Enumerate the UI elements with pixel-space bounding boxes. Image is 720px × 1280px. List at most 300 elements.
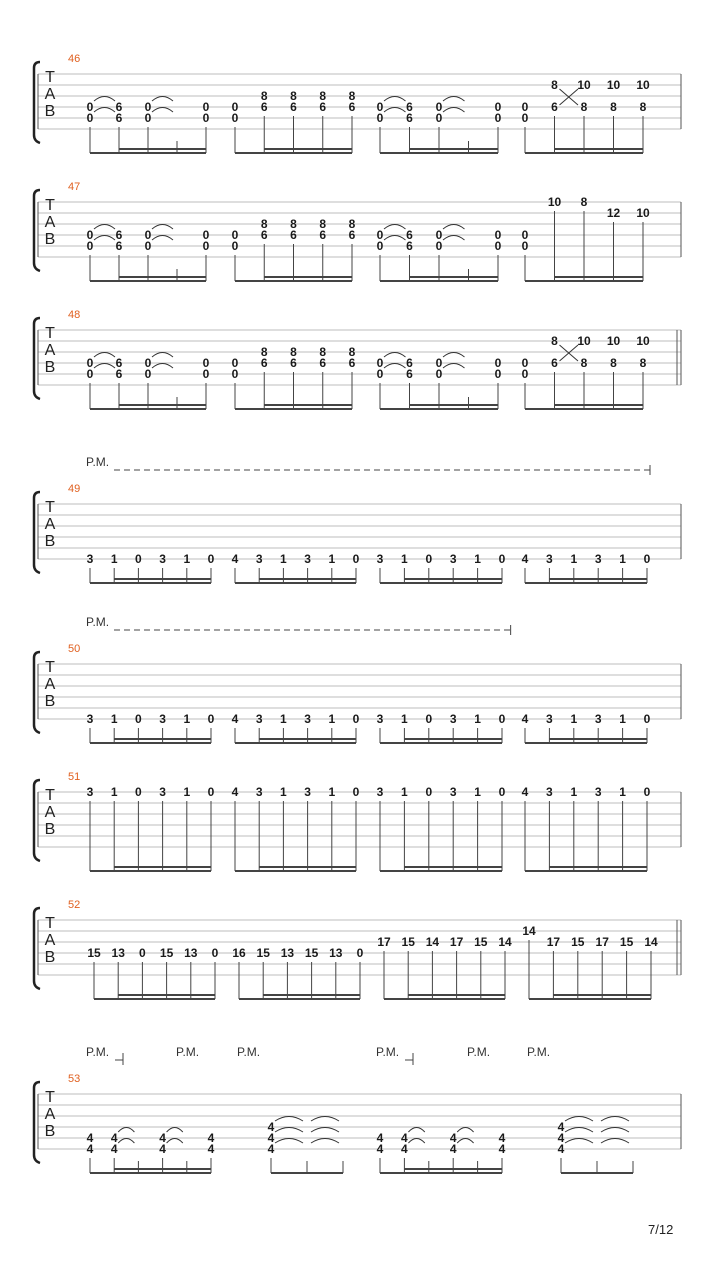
palm-mute-label: P.M. bbox=[467, 1045, 491, 1059]
tie-arc bbox=[167, 1128, 183, 1133]
fret-number: 3 bbox=[86, 712, 94, 726]
palm-mute-label: P.M. bbox=[176, 1045, 200, 1059]
fret-number: 3 bbox=[546, 552, 553, 566]
fret-number: 0 bbox=[494, 100, 502, 114]
fret-number: 0 bbox=[494, 367, 502, 381]
fret-number: 0 bbox=[231, 239, 239, 253]
fret-number: 0 bbox=[376, 239, 384, 253]
tab-clef-letter: A bbox=[44, 932, 56, 949]
measure-number: 47 bbox=[68, 181, 81, 193]
measure-number: 50 bbox=[68, 643, 81, 655]
fret-number: 0 bbox=[86, 239, 94, 253]
fret-number: 4 bbox=[159, 1131, 166, 1145]
palm-mute-label: P.M. bbox=[86, 455, 110, 469]
fret-number: 0 bbox=[202, 111, 210, 125]
tie-arc bbox=[565, 1117, 593, 1122]
fret-number: 8 bbox=[348, 345, 356, 359]
fret-number: 3 bbox=[594, 785, 602, 799]
fret-number: 0 bbox=[135, 552, 142, 566]
fret-number: 6 bbox=[290, 356, 297, 370]
tab-clef-letter: T bbox=[45, 499, 55, 516]
fret-number: 4 bbox=[267, 1142, 275, 1156]
tie-arc bbox=[443, 108, 465, 113]
tie-arc bbox=[601, 1117, 629, 1122]
fret-number: 4 bbox=[557, 1120, 565, 1134]
fret-number: 3 bbox=[546, 785, 553, 799]
fret-number: 0 bbox=[435, 356, 443, 370]
fret-number: 0 bbox=[139, 946, 146, 960]
fret-number: 0 bbox=[643, 552, 651, 566]
fret-number: 0 bbox=[643, 712, 651, 726]
fret-number: 6 bbox=[551, 356, 558, 370]
fret-number: 8 bbox=[639, 356, 647, 370]
fret-number: 3 bbox=[546, 712, 553, 726]
fret-number: 1 bbox=[183, 712, 191, 726]
fret-number: 6 bbox=[260, 100, 268, 114]
tab-clef-letter: B bbox=[44, 533, 56, 550]
fret-number: 10 bbox=[636, 334, 650, 348]
fret-number: 0 bbox=[144, 356, 152, 370]
tie-arc bbox=[443, 97, 465, 102]
fret-number: 1 bbox=[328, 785, 336, 799]
fret-number: 6 bbox=[115, 367, 123, 381]
fret-number: 0 bbox=[352, 785, 360, 799]
tie-arc bbox=[443, 364, 465, 369]
fret-number: 1 bbox=[110, 785, 118, 799]
fret-number: 0 bbox=[202, 239, 210, 253]
palm-mute-label: P.M. bbox=[237, 1045, 261, 1059]
fret-number: 4 bbox=[521, 785, 529, 799]
fret-number: 0 bbox=[376, 100, 384, 114]
fret-number: 0 bbox=[202, 100, 210, 114]
fret-number: 3 bbox=[255, 552, 263, 566]
fret-number: 4 bbox=[267, 1120, 275, 1134]
fret-number: 1 bbox=[619, 712, 626, 726]
fret-number: 0 bbox=[376, 111, 384, 125]
fret-number: 6 bbox=[406, 228, 413, 242]
fret-number: 3 bbox=[449, 785, 457, 799]
tie-arc bbox=[565, 1139, 593, 1144]
fret-number: 1 bbox=[619, 785, 626, 799]
fret-number: 1 bbox=[570, 712, 578, 726]
fret-number: 1 bbox=[183, 785, 191, 799]
fret-number: 0 bbox=[231, 356, 239, 370]
tab-clef-letter: T bbox=[45, 915, 55, 932]
fret-number: 8 bbox=[580, 100, 588, 114]
fret-number: 3 bbox=[449, 552, 457, 566]
fret-number: 0 bbox=[521, 111, 529, 125]
fret-number: 0 bbox=[521, 228, 529, 242]
tie-arc bbox=[94, 97, 115, 102]
tie-arc bbox=[152, 97, 173, 102]
fret-number: 8 bbox=[610, 356, 617, 370]
fret-number: 0 bbox=[231, 111, 239, 125]
fret-number: 0 bbox=[435, 239, 443, 253]
fret-number: 0 bbox=[356, 946, 364, 960]
fret-number: 3 bbox=[159, 552, 166, 566]
fret-number: 4 bbox=[401, 1131, 408, 1145]
fret-number: 0 bbox=[352, 712, 360, 726]
fret-number: 4 bbox=[110, 1142, 118, 1156]
fret-number: 3 bbox=[86, 552, 94, 566]
fret-number: 13 bbox=[329, 946, 343, 960]
fret-number: 0 bbox=[376, 367, 384, 381]
fret-number: 8 bbox=[290, 345, 297, 359]
fret-number: 0 bbox=[521, 100, 529, 114]
fret-number: 6 bbox=[406, 100, 413, 114]
tab-clef-letter: A bbox=[44, 676, 56, 693]
fret-number: 4 bbox=[376, 1131, 384, 1145]
fret-number: 8 bbox=[551, 334, 558, 348]
fret-number: 10 bbox=[577, 334, 591, 348]
fret-number: 6 bbox=[406, 367, 413, 381]
fret-number: 0 bbox=[425, 712, 433, 726]
tab-system-46 bbox=[34, 53, 681, 153]
tab-clef-letter: A bbox=[44, 214, 56, 231]
fret-number: 10 bbox=[577, 78, 591, 92]
fret-number: 1 bbox=[401, 712, 408, 726]
tie-arc bbox=[275, 1139, 303, 1144]
tie-arc bbox=[94, 364, 115, 369]
fret-number: 1 bbox=[570, 552, 578, 566]
tie-arc bbox=[457, 1139, 473, 1144]
tab-clef-letter: T bbox=[45, 325, 55, 342]
fret-number: 0 bbox=[207, 785, 215, 799]
fret-number: 0 bbox=[231, 228, 239, 242]
tab-clef-letter: B bbox=[44, 949, 56, 966]
tab-clef-letter: B bbox=[44, 103, 56, 120]
fret-number: 13 bbox=[280, 946, 295, 960]
fret-number: 3 bbox=[304, 552, 311, 566]
fret-number: 0 bbox=[135, 712, 142, 726]
tie-arc bbox=[443, 353, 465, 358]
fret-number: 4 bbox=[449, 1131, 457, 1145]
fret-number: 16 bbox=[232, 946, 246, 960]
tab-clef-letter: A bbox=[44, 804, 56, 821]
fret-number: 6 bbox=[115, 100, 123, 114]
fret-number: 0 bbox=[521, 356, 529, 370]
fret-number: 0 bbox=[86, 367, 94, 381]
fret-number: 8 bbox=[580, 195, 588, 209]
fret-number: 6 bbox=[115, 111, 123, 125]
fret-number: 0 bbox=[202, 228, 210, 242]
fret-number: 0 bbox=[435, 111, 443, 125]
fret-number: 4 bbox=[110, 1131, 118, 1145]
fret-number: 4 bbox=[159, 1142, 166, 1156]
fret-number: 10 bbox=[547, 195, 562, 209]
measure-number: 49 bbox=[68, 483, 81, 495]
fret-number: 0 bbox=[376, 356, 384, 370]
fret-number: 1 bbox=[401, 552, 408, 566]
fret-number: 0 bbox=[202, 356, 210, 370]
fret-number: 13 bbox=[111, 946, 125, 960]
fret-number: 4 bbox=[498, 1131, 506, 1145]
fret-number: 1 bbox=[280, 552, 287, 566]
fret-number: 1 bbox=[328, 552, 336, 566]
fret-number: 0 bbox=[144, 239, 152, 253]
fret-number: 15 bbox=[304, 946, 319, 960]
fret-number: 0 bbox=[498, 712, 506, 726]
tab-clef-letter: A bbox=[44, 342, 56, 359]
tab-clef-letter: A bbox=[44, 1106, 56, 1123]
fret-number: 8 bbox=[348, 89, 356, 103]
fret-number: 3 bbox=[376, 712, 384, 726]
tie-arc bbox=[94, 225, 115, 230]
tab-system-53 bbox=[34, 1045, 681, 1173]
fret-number: 1 bbox=[474, 785, 481, 799]
fret-number: 0 bbox=[498, 785, 506, 799]
tab-clef-letter: A bbox=[44, 516, 56, 533]
fret-number: 3 bbox=[376, 785, 384, 799]
tie-arc bbox=[601, 1139, 629, 1144]
fret-number: 3 bbox=[159, 712, 166, 726]
fret-number: 0 bbox=[521, 367, 529, 381]
fret-number: 8 bbox=[319, 89, 327, 103]
measure-number: 48 bbox=[68, 309, 81, 321]
fret-number: 8 bbox=[348, 217, 356, 231]
tab-system-47 bbox=[34, 181, 681, 281]
tie-arc bbox=[118, 1128, 134, 1133]
fret-number: 8 bbox=[580, 356, 588, 370]
tie-arc bbox=[94, 353, 115, 358]
tab-clef-letter: B bbox=[44, 693, 56, 710]
fret-number: 4 bbox=[86, 1131, 94, 1145]
fret-number: 6 bbox=[348, 356, 356, 370]
tab-system-51 bbox=[34, 771, 681, 871]
tie-arc bbox=[118, 1139, 134, 1144]
tie-arc bbox=[443, 236, 465, 241]
fret-number: 4 bbox=[231, 785, 239, 799]
fret-number: 1 bbox=[328, 712, 336, 726]
tie-arc bbox=[384, 364, 406, 369]
measure-number: 46 bbox=[68, 53, 81, 65]
fret-number: 6 bbox=[406, 111, 413, 125]
fret-number: 8 bbox=[639, 100, 647, 114]
fret-number: 0 bbox=[352, 552, 360, 566]
palm-mute-label: P.M. bbox=[527, 1045, 551, 1059]
fret-number: 15 bbox=[571, 935, 585, 949]
tie-arc bbox=[443, 225, 465, 230]
fret-number: 1 bbox=[110, 712, 118, 726]
fret-number: 3 bbox=[304, 785, 311, 799]
fret-number: 6 bbox=[260, 356, 268, 370]
fret-number: 0 bbox=[144, 111, 152, 125]
fret-number: 17 bbox=[595, 935, 609, 949]
fret-number: 4 bbox=[376, 1142, 384, 1156]
tie-arc bbox=[152, 364, 173, 369]
fret-number: 0 bbox=[86, 228, 94, 242]
fret-number: 0 bbox=[643, 785, 651, 799]
fret-number: 6 bbox=[290, 100, 297, 114]
measure-number: 52 bbox=[68, 899, 81, 911]
tab-clef-letter: T bbox=[45, 659, 55, 676]
fret-number: 3 bbox=[86, 785, 94, 799]
fret-number: 17 bbox=[546, 935, 561, 949]
fret-number: 12 bbox=[606, 206, 621, 220]
fret-number: 3 bbox=[255, 712, 263, 726]
fret-number: 0 bbox=[86, 356, 94, 370]
fret-number: 4 bbox=[231, 712, 239, 726]
fret-number: 4 bbox=[207, 1142, 215, 1156]
tie-arc bbox=[408, 1139, 424, 1144]
fret-number: 15 bbox=[474, 935, 488, 949]
fret-number: 0 bbox=[207, 712, 215, 726]
tie-arc bbox=[152, 353, 173, 358]
tie-arc bbox=[384, 353, 406, 358]
tab-clef-letter: B bbox=[44, 359, 56, 376]
fret-number: 0 bbox=[207, 552, 215, 566]
tie-arc bbox=[94, 108, 115, 113]
fret-number: 6 bbox=[115, 356, 123, 370]
fret-number: 3 bbox=[304, 712, 311, 726]
tie-arc bbox=[167, 1139, 183, 1144]
fret-number: 15 bbox=[401, 935, 415, 949]
fret-number: 0 bbox=[211, 946, 219, 960]
measure-number: 53 bbox=[68, 1073, 81, 1085]
fret-number: 0 bbox=[435, 367, 443, 381]
fret-number: 0 bbox=[494, 228, 502, 242]
fret-number: 13 bbox=[184, 946, 198, 960]
fret-number: 3 bbox=[594, 552, 602, 566]
tab-system-52 bbox=[34, 899, 681, 999]
tie-arc bbox=[275, 1117, 303, 1122]
fret-number: 6 bbox=[319, 100, 327, 114]
fret-number: 0 bbox=[498, 552, 506, 566]
tie-arc bbox=[565, 1128, 593, 1133]
palm-mute-label: P.M. bbox=[86, 1045, 110, 1059]
fret-number: 8 bbox=[610, 100, 617, 114]
tie-arc bbox=[152, 236, 173, 241]
tie-arc bbox=[601, 1128, 629, 1133]
tab-clef-letter: T bbox=[45, 197, 55, 214]
fret-number: 15 bbox=[619, 935, 634, 949]
fret-number: 1 bbox=[474, 712, 481, 726]
fret-number: 4 bbox=[498, 1142, 506, 1156]
fret-number: 6 bbox=[406, 239, 413, 253]
tab-clef-letter: T bbox=[45, 1089, 55, 1106]
fret-number: 10 bbox=[606, 78, 621, 92]
fret-number: 1 bbox=[110, 552, 118, 566]
measure-number: 51 bbox=[68, 771, 81, 783]
fret-number: 1 bbox=[401, 785, 408, 799]
fret-number: 17 bbox=[449, 935, 464, 949]
fret-number: 14 bbox=[644, 935, 658, 949]
fret-number: 0 bbox=[425, 552, 433, 566]
fret-number: 0 bbox=[202, 367, 210, 381]
fret-number: 6 bbox=[290, 228, 297, 242]
tie-arc bbox=[275, 1128, 303, 1133]
tie-arc bbox=[311, 1117, 339, 1122]
fret-number: 3 bbox=[255, 785, 263, 799]
fret-number: 3 bbox=[159, 785, 166, 799]
fret-number: 6 bbox=[115, 239, 123, 253]
palm-mute-label: P.M. bbox=[86, 615, 110, 629]
tie-arc bbox=[152, 225, 173, 230]
fret-number: 15 bbox=[87, 946, 101, 960]
tie-arc bbox=[457, 1128, 473, 1133]
tab-system-49 bbox=[34, 455, 681, 583]
fret-number: 1 bbox=[570, 785, 578, 799]
fret-number: 1 bbox=[183, 552, 191, 566]
fret-number: 14 bbox=[498, 935, 512, 949]
fret-number: 6 bbox=[319, 228, 327, 242]
fret-number: 4 bbox=[231, 552, 239, 566]
fret-number: 1 bbox=[280, 785, 287, 799]
fret-number: 0 bbox=[144, 228, 152, 242]
tab-clef-letter: B bbox=[44, 821, 56, 838]
fret-number: 10 bbox=[606, 334, 621, 348]
tie-arc bbox=[311, 1139, 339, 1144]
fret-number: 0 bbox=[494, 239, 502, 253]
tie-arc bbox=[384, 225, 406, 230]
fret-number: 6 bbox=[551, 100, 558, 114]
tie-arc bbox=[152, 108, 173, 113]
fret-number: 3 bbox=[376, 552, 384, 566]
palm-mute-label: P.M. bbox=[376, 1045, 400, 1059]
tie-arc bbox=[384, 236, 406, 241]
fret-number: 15 bbox=[256, 946, 270, 960]
fret-number: 4 bbox=[557, 1131, 565, 1145]
fret-number: 8 bbox=[290, 89, 297, 103]
fret-number: 10 bbox=[636, 78, 650, 92]
fret-number: 1 bbox=[280, 712, 287, 726]
fret-number: 4 bbox=[521, 552, 529, 566]
fret-number: 6 bbox=[319, 356, 327, 370]
tab-clef-letter: A bbox=[44, 86, 56, 103]
tie-arc bbox=[408, 1128, 424, 1133]
fret-number: 4 bbox=[449, 1142, 457, 1156]
fret-number: 6 bbox=[260, 228, 268, 242]
fret-number: 0 bbox=[86, 111, 94, 125]
tie-arc bbox=[384, 97, 406, 102]
fret-number: 0 bbox=[144, 100, 152, 114]
fret-number: 0 bbox=[435, 228, 443, 242]
fret-number: 0 bbox=[494, 356, 502, 370]
fret-number: 17 bbox=[377, 935, 391, 949]
tab-clef-letter: B bbox=[44, 1123, 56, 1140]
tie-arc bbox=[384, 108, 406, 113]
fret-number: 0 bbox=[231, 100, 239, 114]
fret-number: 0 bbox=[435, 100, 443, 114]
fret-number: 0 bbox=[135, 785, 142, 799]
fret-number: 4 bbox=[557, 1142, 565, 1156]
fret-number: 0 bbox=[494, 111, 502, 125]
fret-number: 8 bbox=[260, 345, 268, 359]
fret-number: 6 bbox=[115, 228, 123, 242]
fret-number: 8 bbox=[319, 345, 327, 359]
tab-clef-letter: B bbox=[44, 231, 56, 248]
fret-number: 3 bbox=[594, 712, 602, 726]
fret-number: 6 bbox=[406, 356, 413, 370]
fret-number: 10 bbox=[636, 206, 650, 220]
fret-number: 4 bbox=[86, 1142, 94, 1156]
fret-number: 4 bbox=[267, 1131, 275, 1145]
tab-clef-letter: T bbox=[45, 69, 55, 86]
fret-number: 4 bbox=[401, 1142, 408, 1156]
fret-number: 3 bbox=[449, 712, 457, 726]
tie-arc bbox=[94, 236, 115, 241]
fret-number: 4 bbox=[207, 1131, 215, 1145]
fret-number: 8 bbox=[290, 217, 297, 231]
fret-number: 6 bbox=[348, 100, 356, 114]
fret-number: 0 bbox=[86, 100, 94, 114]
fret-number: 8 bbox=[551, 78, 558, 92]
tie-arc bbox=[311, 1128, 339, 1133]
fret-number: 8 bbox=[260, 89, 268, 103]
fret-number: 0 bbox=[521, 239, 529, 253]
fret-number: 0 bbox=[376, 228, 384, 242]
fret-number: 0 bbox=[425, 785, 433, 799]
